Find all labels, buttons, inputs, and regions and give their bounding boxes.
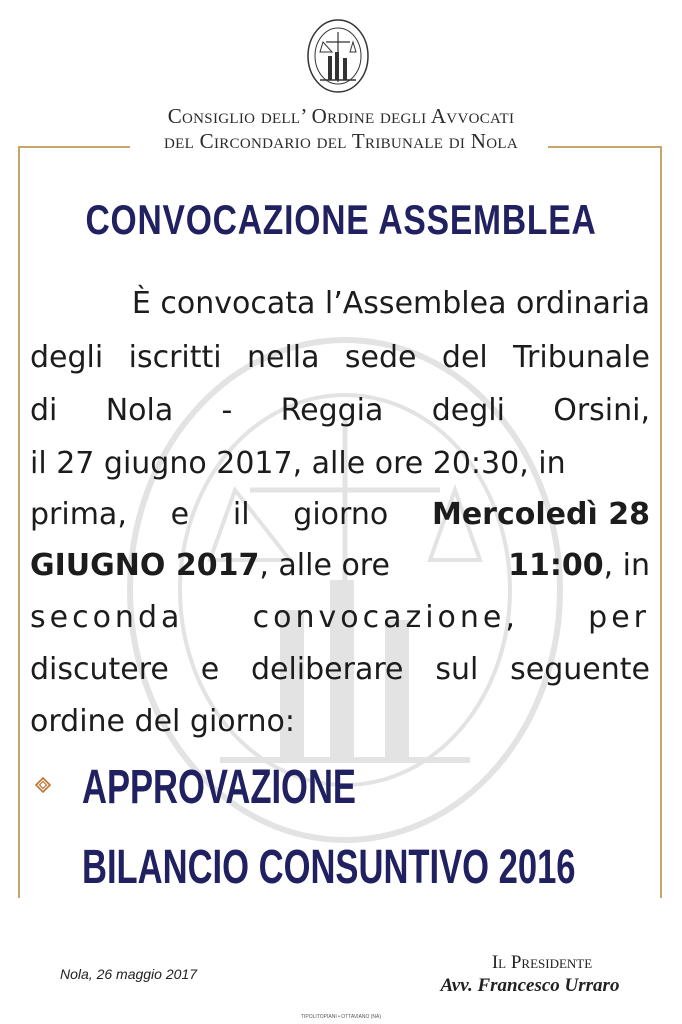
body-text: il 27 giugno 2017, alle ore 20:30, in <box>30 446 566 481</box>
body-word: del <box>441 340 488 375</box>
frame-top-left-rule <box>18 146 130 148</box>
body-word: prima, <box>30 497 127 532</box>
body-line-6 <box>30 548 650 584</box>
body-word: sede <box>344 340 417 375</box>
bar-association-seal-icon <box>306 18 370 102</box>
printer-credit: TIPOLITOPIANI • OTTAVIANO (NA) <box>300 1014 382 1020</box>
body-text: È convocata l’Assemblea ordinaria <box>131 286 650 321</box>
body-word: degli <box>431 393 505 428</box>
president-title: Il Presidente <box>491 952 593 973</box>
body-word: iscritti <box>128 340 222 375</box>
body-word: degli <box>30 340 104 375</box>
body-word: - <box>221 393 233 428</box>
frame-left-rule <box>18 146 20 898</box>
place-and-date: Nola, 26 maggio 2017 <box>60 966 197 982</box>
line-6-right <box>508 548 650 584</box>
header-line-1: Consiglio dell’ Ordine degli Avvocati <box>167 104 515 128</box>
body-word: convocazione, <box>252 600 519 635</box>
body-word: e <box>200 652 220 687</box>
line-6-wrap <box>30 548 650 584</box>
body-text: , in <box>603 548 650 583</box>
meeting-month-bold: GIUGNO 2017 <box>30 548 260 583</box>
body-word: Reggia <box>280 393 384 428</box>
president-name: Avv. Francesco Urraro <box>440 975 620 996</box>
diamond-bullet-icon <box>35 777 51 793</box>
body-word: per <box>588 600 650 635</box>
body-word: e <box>170 497 190 532</box>
body-text: ordine del giorno: <box>30 704 295 739</box>
body-word: di <box>30 393 58 428</box>
agenda-item-line-1: APPROVAZIONE <box>82 761 356 814</box>
page-title: CONVOCAZIONE ASSEMBLEA <box>85 196 597 243</box>
body-line-7 <box>30 600 650 636</box>
frame-top-right-rule <box>548 146 662 148</box>
body-line-8 <box>30 652 650 688</box>
meeting-day-bold: Mercoledì 28 <box>431 497 650 532</box>
body-line-1 <box>30 286 650 322</box>
body-word: Orsini, <box>553 393 650 428</box>
body-word: Nola <box>105 393 174 428</box>
body-word: seguente <box>510 652 650 687</box>
body-line-5 <box>30 497 650 533</box>
body-line-3 <box>30 393 650 429</box>
body-word: nella <box>247 340 320 375</box>
line-6-left <box>30 548 390 584</box>
body-line-2 <box>30 340 650 376</box>
body-word: discutere <box>30 652 169 687</box>
body-word: seconda <box>30 600 184 635</box>
body-word: Tribunale <box>513 340 650 375</box>
body-text: , alle ore <box>259 548 390 583</box>
body-line-4 <box>30 446 650 482</box>
header-line-2: del Circondario del Tribunale di Nola <box>164 129 518 153</box>
frame-right-rule <box>660 146 662 898</box>
body-word: sul <box>435 652 479 687</box>
body-word: giorno <box>293 497 389 532</box>
body-word: il <box>232 497 250 532</box>
body-word: deliberare <box>250 652 404 687</box>
body-line-9 <box>30 704 650 740</box>
meeting-time-bold: 11:00 <box>508 548 604 583</box>
agenda-item-line-2: BILANCIO CONSUNTIVO 2016 <box>82 841 576 894</box>
